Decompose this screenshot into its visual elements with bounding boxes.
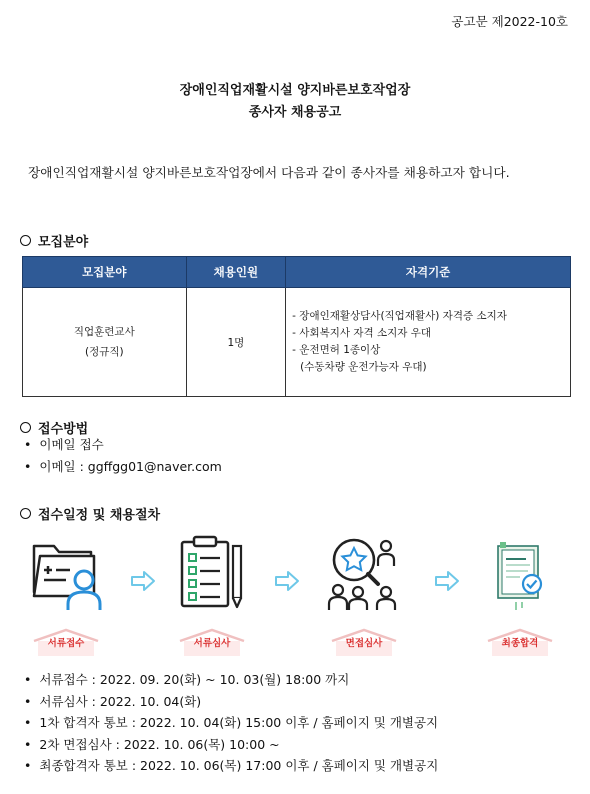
arrow-right-icon	[434, 570, 460, 592]
schedule-item: • 서류접수 : 2022. 09. 20(화) ~ 10. 03(월) 18:00 까지	[24, 669, 438, 691]
circle-bullet-icon	[20, 422, 31, 433]
notice-number: 공고문 제2022-10호	[451, 14, 568, 29]
application-list	[24, 434, 222, 478]
list-item: • 이메일 : ggffgg01@naver.com	[24, 456, 222, 478]
step-badge	[30, 627, 102, 657]
announcement-subtitle: 종사자 채용공고	[248, 105, 342, 120]
field-name: 직업훈련교사	[73, 326, 135, 338]
requirements-cell	[286, 288, 571, 397]
section-schedule	[20, 504, 160, 523]
section-recruit-field	[20, 231, 88, 250]
arrow-right-icon	[130, 570, 156, 592]
step-badge	[484, 627, 556, 657]
final-document-icon	[486, 532, 552, 612]
intro-paragraph: 장애인직업재활시설 양지바른보호작업장에서 다음과 같이 종사자를 채용하고자 합니다.	[28, 165, 510, 180]
step-label: 면접심사	[345, 638, 383, 649]
interview-search-icon	[324, 532, 404, 612]
section-title: 모집분야	[38, 235, 89, 250]
field-cell	[23, 288, 187, 397]
process-flow	[0, 528, 590, 658]
step-label: 최종합격	[501, 638, 539, 649]
table-row	[23, 288, 571, 397]
schedule-item: • 서류심사 : 2022. 10. 04(화)	[24, 691, 438, 713]
list-item: • 이메일 접수	[24, 434, 222, 456]
requirement-item: - 장애인재활상담사(직업재활사) 자격증 소지자	[292, 310, 507, 322]
table-header-row	[23, 257, 571, 288]
folder-user-icon	[30, 532, 104, 610]
requirement-item: - 사회복지사 자격 소지자 우대	[292, 327, 432, 339]
arrow-right-icon	[274, 570, 300, 592]
headcount-cell: 1명	[186, 288, 286, 397]
schedule-item: • 2차 면접심사 : 2022. 10. 06(목) 10:00 ~	[24, 734, 438, 756]
requirement-item: (수동차량 운전가능자 우대)	[300, 361, 427, 373]
table-header: 자격기준	[286, 257, 571, 288]
step-label: 서류접수	[47, 638, 85, 649]
clipboard-checklist-icon	[178, 532, 248, 612]
recruitment-table	[22, 256, 571, 397]
table-header: 채용인원	[186, 257, 286, 288]
circle-bullet-icon	[20, 235, 31, 246]
step-badge	[176, 627, 248, 657]
schedule-list	[24, 669, 438, 777]
step-badge	[328, 627, 400, 657]
schedule-item: • 1차 합격자 통보 : 2022. 10. 04(화) 15:00 이후 / 홈페이지 및 개별공지	[24, 712, 438, 734]
step-label: 서류심사	[193, 638, 231, 649]
circle-bullet-icon	[20, 508, 31, 519]
section-title: 접수일정 및 채용절차	[38, 508, 161, 523]
schedule-item: • 최종합격자 통보 : 2022. 10. 06(목) 17:00 이후 / 홈페이지 및 개별공지	[24, 755, 438, 777]
table-header: 모집분야	[23, 257, 187, 288]
announcement-title: 장애인직업재활시설 양지바른보호작업장	[179, 83, 411, 98]
section-title: 접수방법	[38, 422, 89, 437]
field-type: (정규직)	[84, 346, 124, 358]
requirement-item: - 운전면허 1종이상	[292, 344, 381, 356]
